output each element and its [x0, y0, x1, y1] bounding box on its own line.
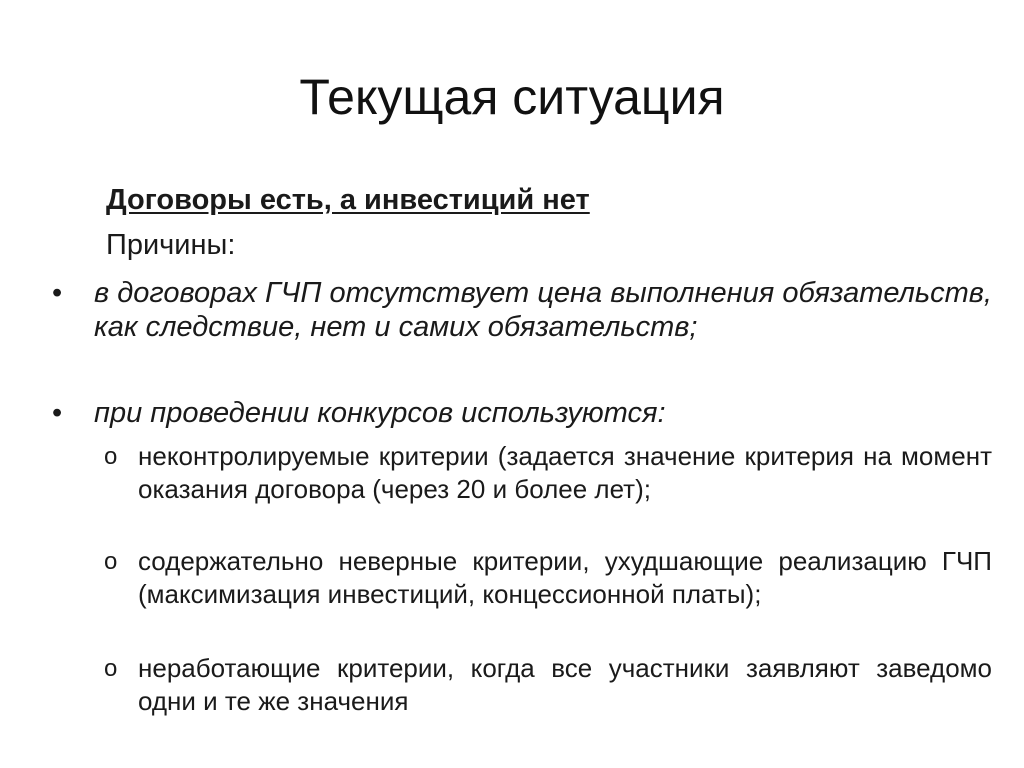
sub-bullet-marker: o: [104, 548, 118, 575]
slide-subtitle: Договоры есть, а инвестиций нет: [106, 184, 590, 216]
sub-bullet-marker: o: [104, 443, 118, 470]
sub-bullet-text: неработающие критерии, когда все участники заявляют заведомо одни и те же значения: [138, 653, 992, 716]
slide-title: Текущая ситуация: [299, 69, 725, 125]
bullet-text: в договорах ГЧП отсутствует цена выполнения обязательств, как следствие, нет и самих обязательств;: [94, 277, 992, 343]
bullet-text: при проведении конкурсов используются:: [94, 397, 666, 429]
sub-bullet-text: содержательно неверные критерии, ухудшающие реализацию ГЧП (максимизация инвестиций, концессионной платы);: [138, 546, 992, 609]
bullet-marker: •: [52, 277, 63, 309]
reasons-label: Причины:: [106, 229, 236, 261]
bullet-marker: •: [52, 397, 63, 429]
sub-bullet-marker: o: [104, 655, 118, 682]
sub-bullet-text: неконтролируемые критерии (задается значение критерия на момент оказания договора (через 20 и более лет);: [138, 441, 992, 504]
